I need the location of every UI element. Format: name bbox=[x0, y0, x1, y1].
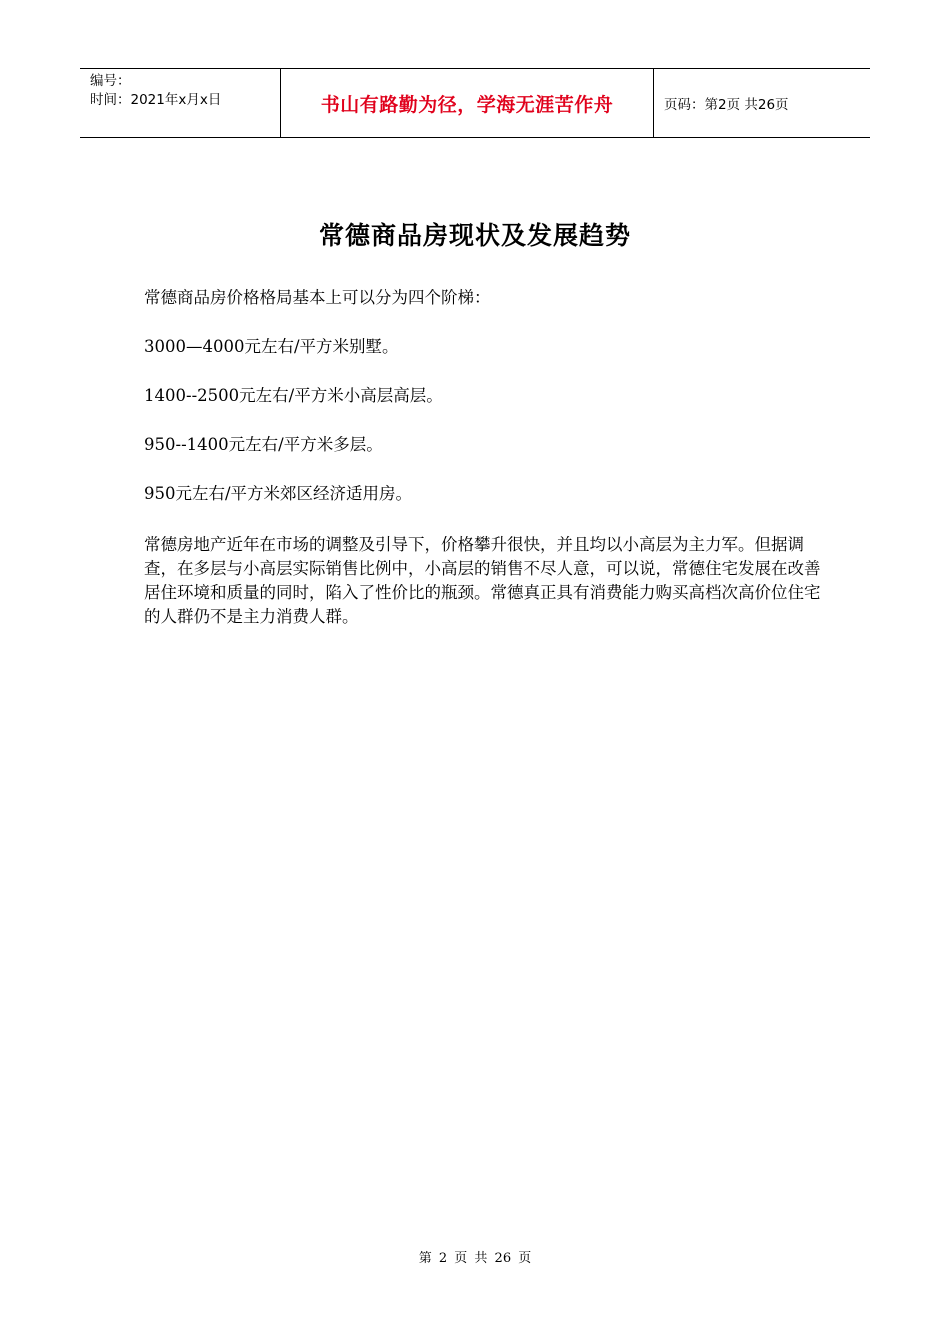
document-date: 时间：2021年x月x日 bbox=[90, 92, 222, 108]
price-tier-high-rise: 1400--2500元左右/平方米小高层高层。 bbox=[144, 386, 443, 405]
document-number-label: 编号： bbox=[90, 73, 131, 89]
paragraph-intro: 常德商品房价格格局基本上可以分为四个阶梯： bbox=[144, 288, 491, 307]
document-title: 常德商品房现状及发展趋势 bbox=[318, 221, 631, 250]
header-motto: 书山有路勤为径，学海无涯苦作舟 bbox=[320, 93, 614, 116]
page-footer: 第 2 页 共 26 页 bbox=[418, 1251, 532, 1266]
paragraph-analysis: 常德房地产近年在市场的调整及引导下，价格攀升很快，并且均以小高层为主力军。但据调查，在多层与小高层实际销售比例中，小高层的销售不尽人意，可以说，常德住宅发展在改善居住环境和质量的同时，陷入了性价比的瓶颈。常德真正具有消费能力购买高档次高价位住宅的人群仍不是主力消费人群。 bbox=[144, 535, 821, 626]
price-tier-affordable: 950元左右/平方米郊区经济适用房。 bbox=[144, 484, 413, 503]
header-meta-cell bbox=[80, 69, 281, 137]
price-tier-villa: 3000—4000元左右/平方米别墅。 bbox=[144, 337, 399, 356]
page-header bbox=[80, 68, 870, 138]
price-tier-multi-storey: 950--1400元左右/平方米多层。 bbox=[144, 435, 383, 454]
header-page-cell bbox=[654, 69, 870, 137]
header-motto-cell bbox=[281, 69, 654, 137]
header-page-info: 页码：第2页 共26页 bbox=[664, 97, 789, 113]
